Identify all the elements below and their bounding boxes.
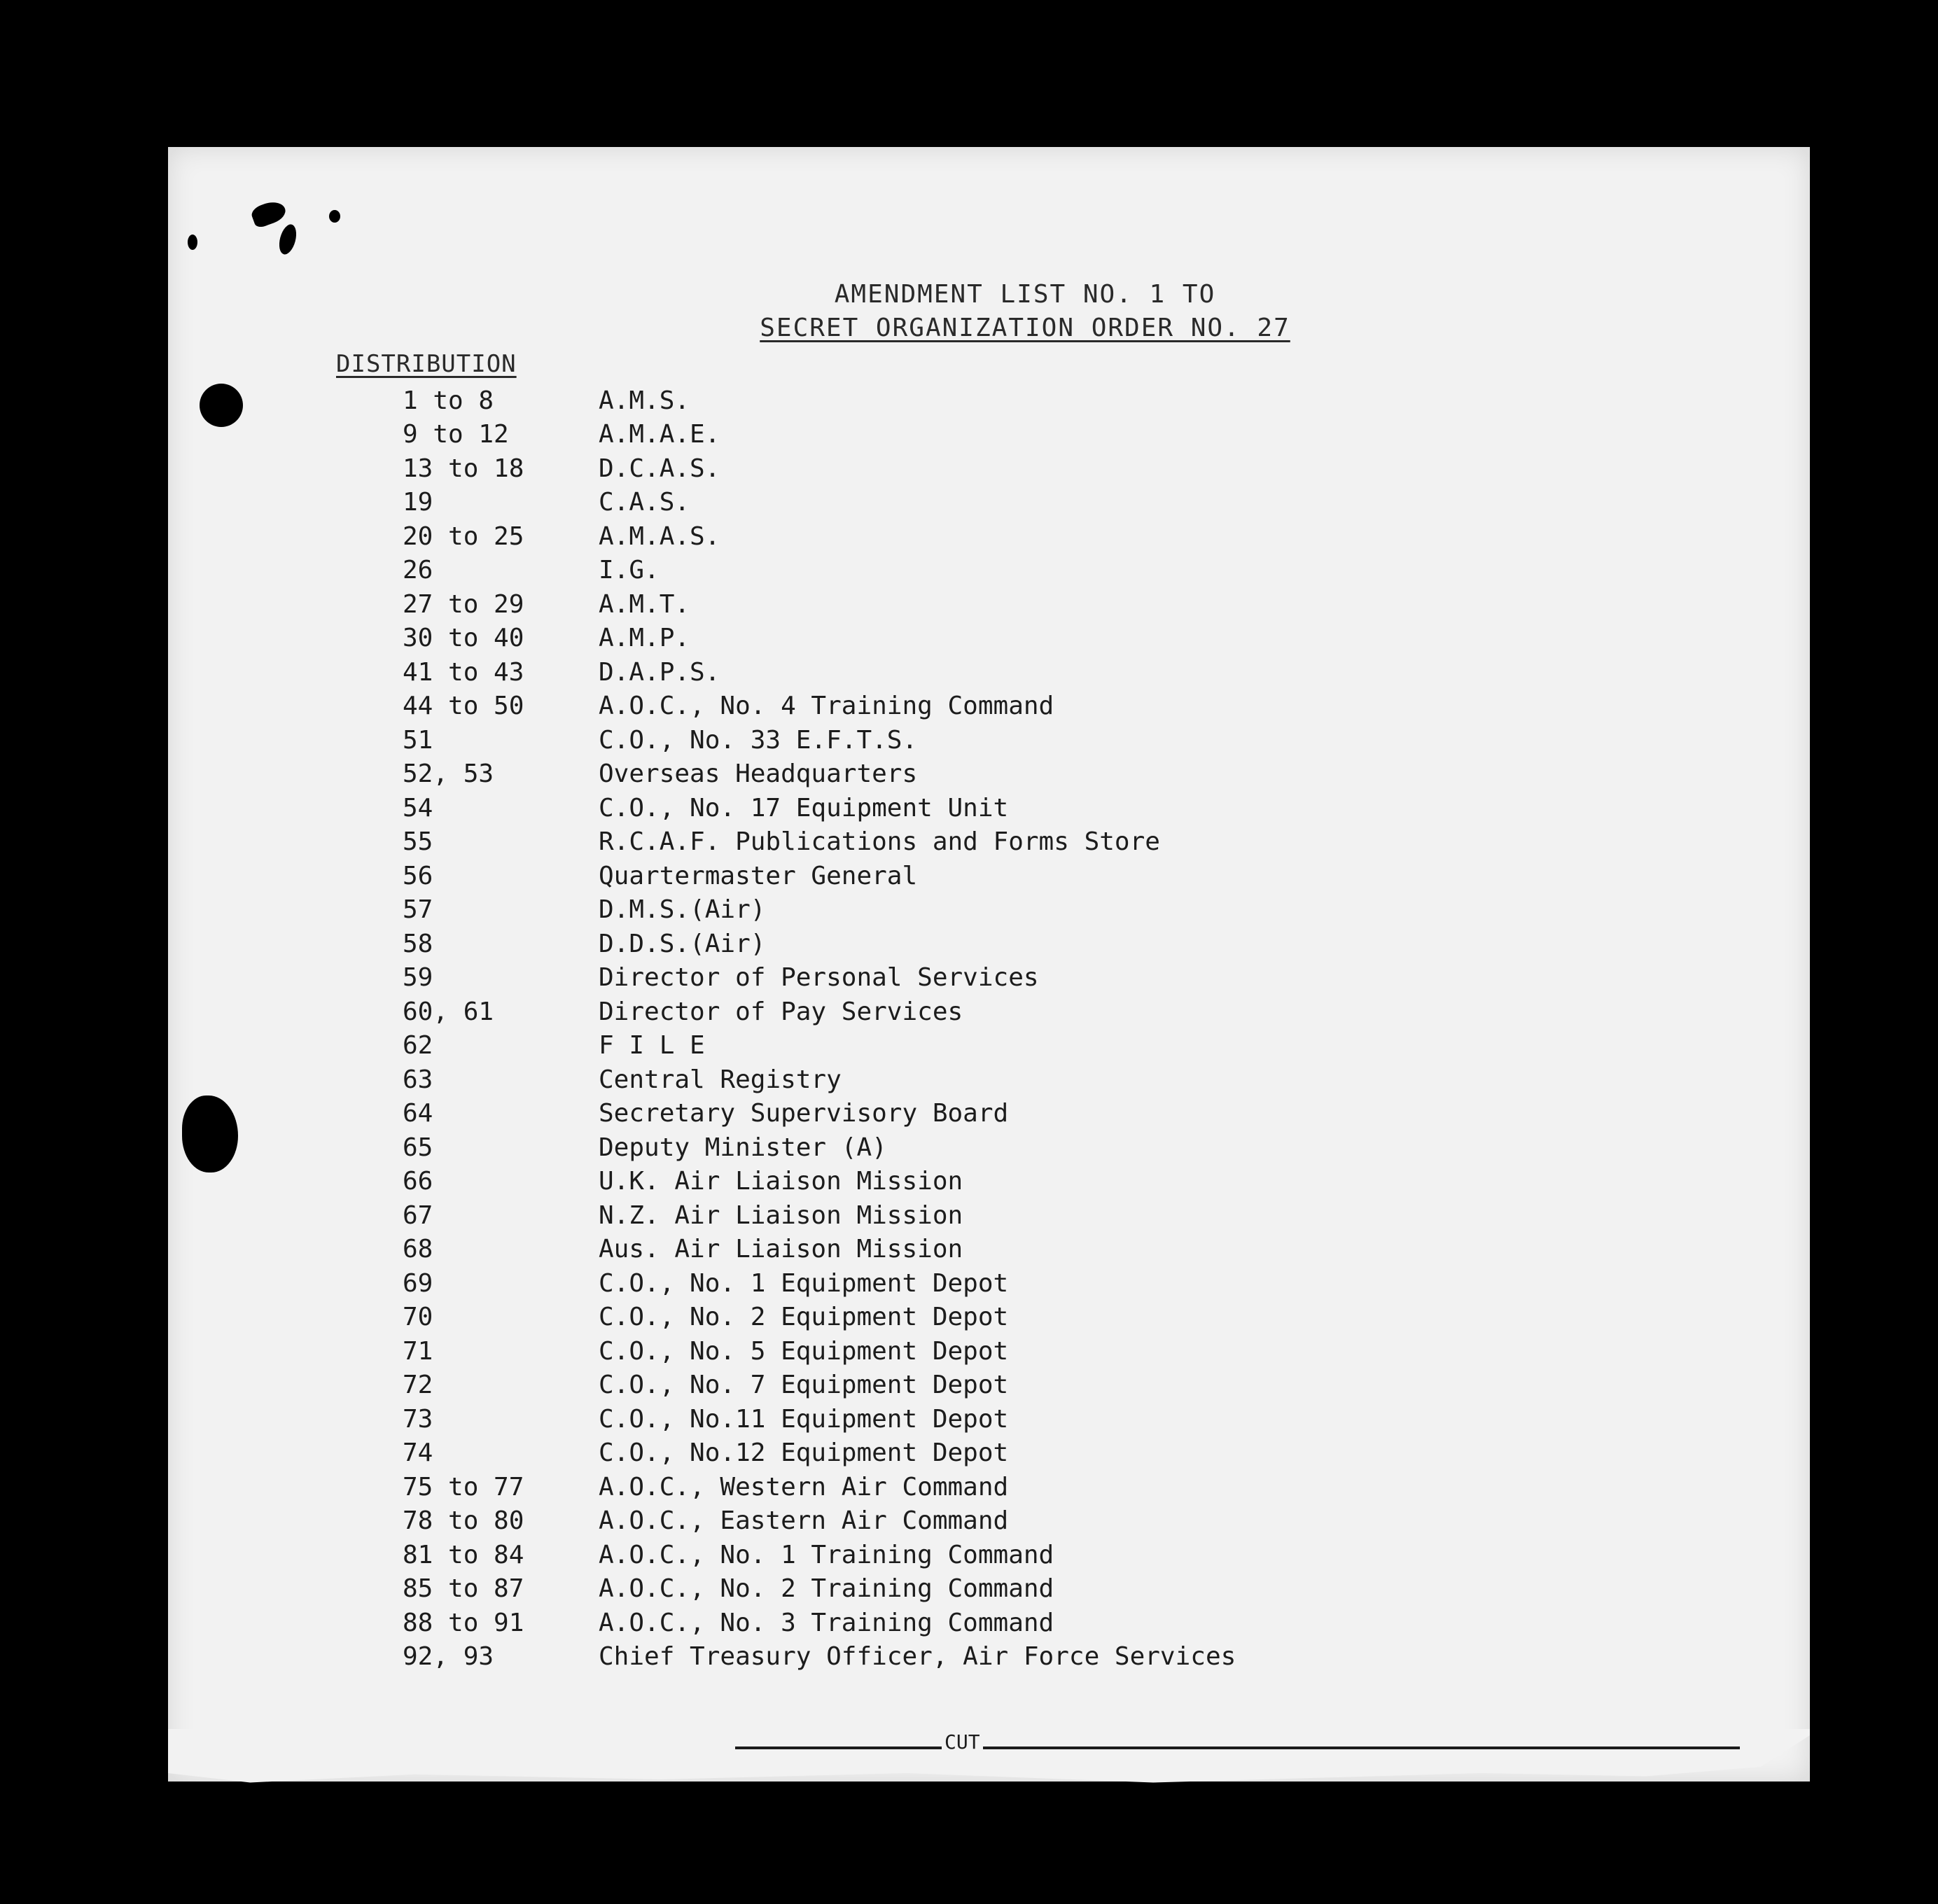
- recipient: D.A.P.S.: [599, 657, 720, 687]
- copy-numbers: 71: [403, 1336, 433, 1366]
- copy-numbers: 68: [403, 1235, 433, 1264]
- distribution-row: [403, 1130, 1236, 1165]
- recipient: I.G.: [599, 556, 660, 585]
- distribution-row: [403, 690, 1236, 724]
- document-title: AMENDMENT LIST NO. 1 TO: [834, 280, 1216, 309]
- recipient: Secretary Supervisory Board: [599, 1099, 1009, 1128]
- recipient: Aus. Air Liaison Mission: [599, 1235, 963, 1264]
- recipient: C.O., No.12 Equipment Depot: [599, 1438, 1009, 1468]
- recipient: C.O., No. 1 Equipment Depot: [599, 1268, 1009, 1298]
- distribution-row: [403, 451, 1236, 486]
- distribution-row: [403, 893, 1236, 927]
- distribution-row: [403, 1470, 1236, 1504]
- copy-numbers: 81 to 84: [403, 1540, 524, 1569]
- copy-numbers: 26: [403, 556, 433, 585]
- copy-numbers: 72: [403, 1371, 433, 1400]
- distribution-row: [403, 1233, 1236, 1267]
- recipient: U.K. Air Liaison Mission: [599, 1167, 963, 1196]
- copy-numbers: 67: [403, 1200, 433, 1230]
- distribution-row: [403, 1640, 1236, 1674]
- distribution-heading: DISTRIBUTION: [336, 350, 517, 378]
- copy-numbers: 58: [403, 929, 433, 958]
- copy-numbers: 63: [403, 1065, 433, 1094]
- distribution-row: [403, 1165, 1236, 1199]
- recipient: C.O., No. 5 Equipment Depot: [599, 1336, 1009, 1366]
- copy-numbers: 85 to 87: [403, 1574, 524, 1604]
- torn-paper-edge: [168, 1729, 1810, 1792]
- punch-hole: [200, 384, 243, 427]
- distribution-row: [403, 757, 1236, 792]
- recipient: A.O.C., Western Air Command: [599, 1472, 1009, 1502]
- copy-numbers: 65: [403, 1133, 433, 1162]
- recipient: A.O.C., No. 4 Training Command: [599, 692, 1054, 721]
- ink-blot: [329, 210, 340, 223]
- distribution-row: [403, 1301, 1236, 1335]
- distribution-row: [403, 927, 1236, 961]
- copy-numbers: 92, 93: [403, 1642, 494, 1672]
- copy-numbers: 1 to 8: [403, 386, 494, 415]
- copy-numbers: 59: [403, 963, 433, 993]
- ink-blot: [188, 234, 197, 250]
- recipient: A.M.T.: [599, 589, 690, 619]
- copy-numbers: 57: [403, 895, 433, 925]
- distribution-row: [403, 961, 1236, 995]
- recipient: Overseas Headquarters: [599, 760, 918, 789]
- distribution-row: [403, 1504, 1236, 1539]
- recipient: Chief Treasury Officer, Air Force Services: [599, 1642, 1236, 1672]
- copy-numbers: 88 to 91: [403, 1608, 524, 1637]
- recipient: A.O.C., No. 2 Training Command: [599, 1574, 1054, 1604]
- copy-numbers: 78 to 80: [403, 1506, 524, 1536]
- recipient: F I L E: [599, 1031, 705, 1060]
- recipient: C.A.S.: [599, 488, 690, 517]
- recipient: Director of Pay Services: [599, 997, 963, 1026]
- recipient: D.C.A.S.: [599, 454, 720, 483]
- copy-numbers: 56: [403, 861, 433, 890]
- recipient: D.D.S.(Air): [599, 929, 766, 958]
- distribution-row: [403, 1368, 1236, 1403]
- distribution-row: [403, 587, 1236, 622]
- distribution-row: [403, 1097, 1236, 1131]
- distribution-row: [403, 655, 1236, 690]
- recipient: D.M.S.(Air): [599, 895, 766, 925]
- copy-numbers: 55: [403, 827, 433, 857]
- recipient: C.O., No. 2 Equipment Depot: [599, 1303, 1009, 1332]
- recipient: A.M.A.S.: [599, 522, 720, 551]
- copy-numbers: 69: [403, 1268, 433, 1298]
- recipient: A.M.S.: [599, 386, 690, 415]
- punch-hole: [182, 1096, 238, 1172]
- copy-numbers: 74: [403, 1438, 433, 1468]
- recipient: C.O., No. 33 E.F.T.S.: [599, 725, 918, 755]
- distribution-row: [403, 1572, 1236, 1606]
- copy-numbers: 52, 53: [403, 760, 494, 789]
- distribution-row: [403, 1606, 1236, 1640]
- copy-numbers: 60, 61: [403, 997, 494, 1026]
- copy-numbers: 70: [403, 1303, 433, 1332]
- distribution-row: [403, 1029, 1236, 1063]
- recipient: A.O.C., No. 1 Training Command: [599, 1540, 1054, 1569]
- distribution-row: [403, 1436, 1236, 1471]
- distribution-row: [403, 1402, 1236, 1436]
- distribution-row: [403, 418, 1236, 452]
- distribution-row: [403, 554, 1236, 588]
- copy-numbers: 66: [403, 1167, 433, 1196]
- distribution-row: [403, 1334, 1236, 1368]
- distribution-row: [403, 791, 1236, 825]
- recipient: Deputy Minister (A): [599, 1133, 887, 1162]
- distribution-row: [403, 384, 1236, 418]
- document-subtitle: SECRET ORGANIZATION ORDER NO. 27: [760, 314, 1290, 342]
- recipient: Quartermaster General: [599, 861, 918, 890]
- distribution-row: [403, 1063, 1236, 1097]
- copy-numbers: 75 to 77: [403, 1472, 524, 1502]
- copy-numbers: 51: [403, 725, 433, 755]
- recipient: C.O., No. 7 Equipment Depot: [599, 1371, 1009, 1400]
- recipient: R.C.A.F. Publications and Forms Store: [599, 827, 1160, 857]
- distribution-row: [403, 486, 1236, 520]
- recipient: Director of Personal Services: [599, 963, 1039, 993]
- recipient: A.O.C., No. 3 Training Command: [599, 1608, 1054, 1637]
- distribution-row: [403, 859, 1236, 893]
- copy-numbers: 73: [403, 1404, 433, 1434]
- recipient: A.O.C., Eastern Air Command: [599, 1506, 1009, 1536]
- copy-numbers: 64: [403, 1099, 433, 1128]
- distribution-list: [403, 384, 1236, 1674]
- copy-numbers: 54: [403, 793, 433, 822]
- copy-numbers: 44 to 50: [403, 692, 524, 721]
- distribution-row: [403, 723, 1236, 757]
- copy-numbers: 30 to 40: [403, 624, 524, 653]
- distribution-row: [403, 1266, 1236, 1301]
- recipient: Central Registry: [599, 1065, 842, 1094]
- distribution-row: [403, 995, 1236, 1029]
- recipient: C.O., No. 17 Equipment Unit: [599, 793, 1009, 822]
- copy-numbers: 20 to 25: [403, 522, 524, 551]
- recipient: C.O., No.11 Equipment Depot: [599, 1404, 1009, 1434]
- distribution-row: [403, 1538, 1236, 1572]
- cut-line: [735, 1746, 1740, 1749]
- distribution-row: [403, 622, 1236, 656]
- copy-numbers: 41 to 43: [403, 657, 524, 687]
- recipient: A.M.A.E.: [599, 420, 720, 449]
- copy-numbers: 19: [403, 488, 433, 517]
- cut-label: CUT: [942, 1730, 983, 1754]
- copy-numbers: 27 to 29: [403, 589, 524, 619]
- distribution-row: [403, 519, 1236, 554]
- distribution-row: [403, 825, 1236, 860]
- recipient: A.M.P.: [599, 624, 690, 653]
- copy-numbers: 62: [403, 1031, 433, 1060]
- recipient: N.Z. Air Liaison Mission: [599, 1200, 963, 1230]
- distribution-row: [403, 1198, 1236, 1233]
- copy-numbers: 13 to 18: [403, 454, 524, 483]
- copy-numbers: 9 to 12: [403, 420, 509, 449]
